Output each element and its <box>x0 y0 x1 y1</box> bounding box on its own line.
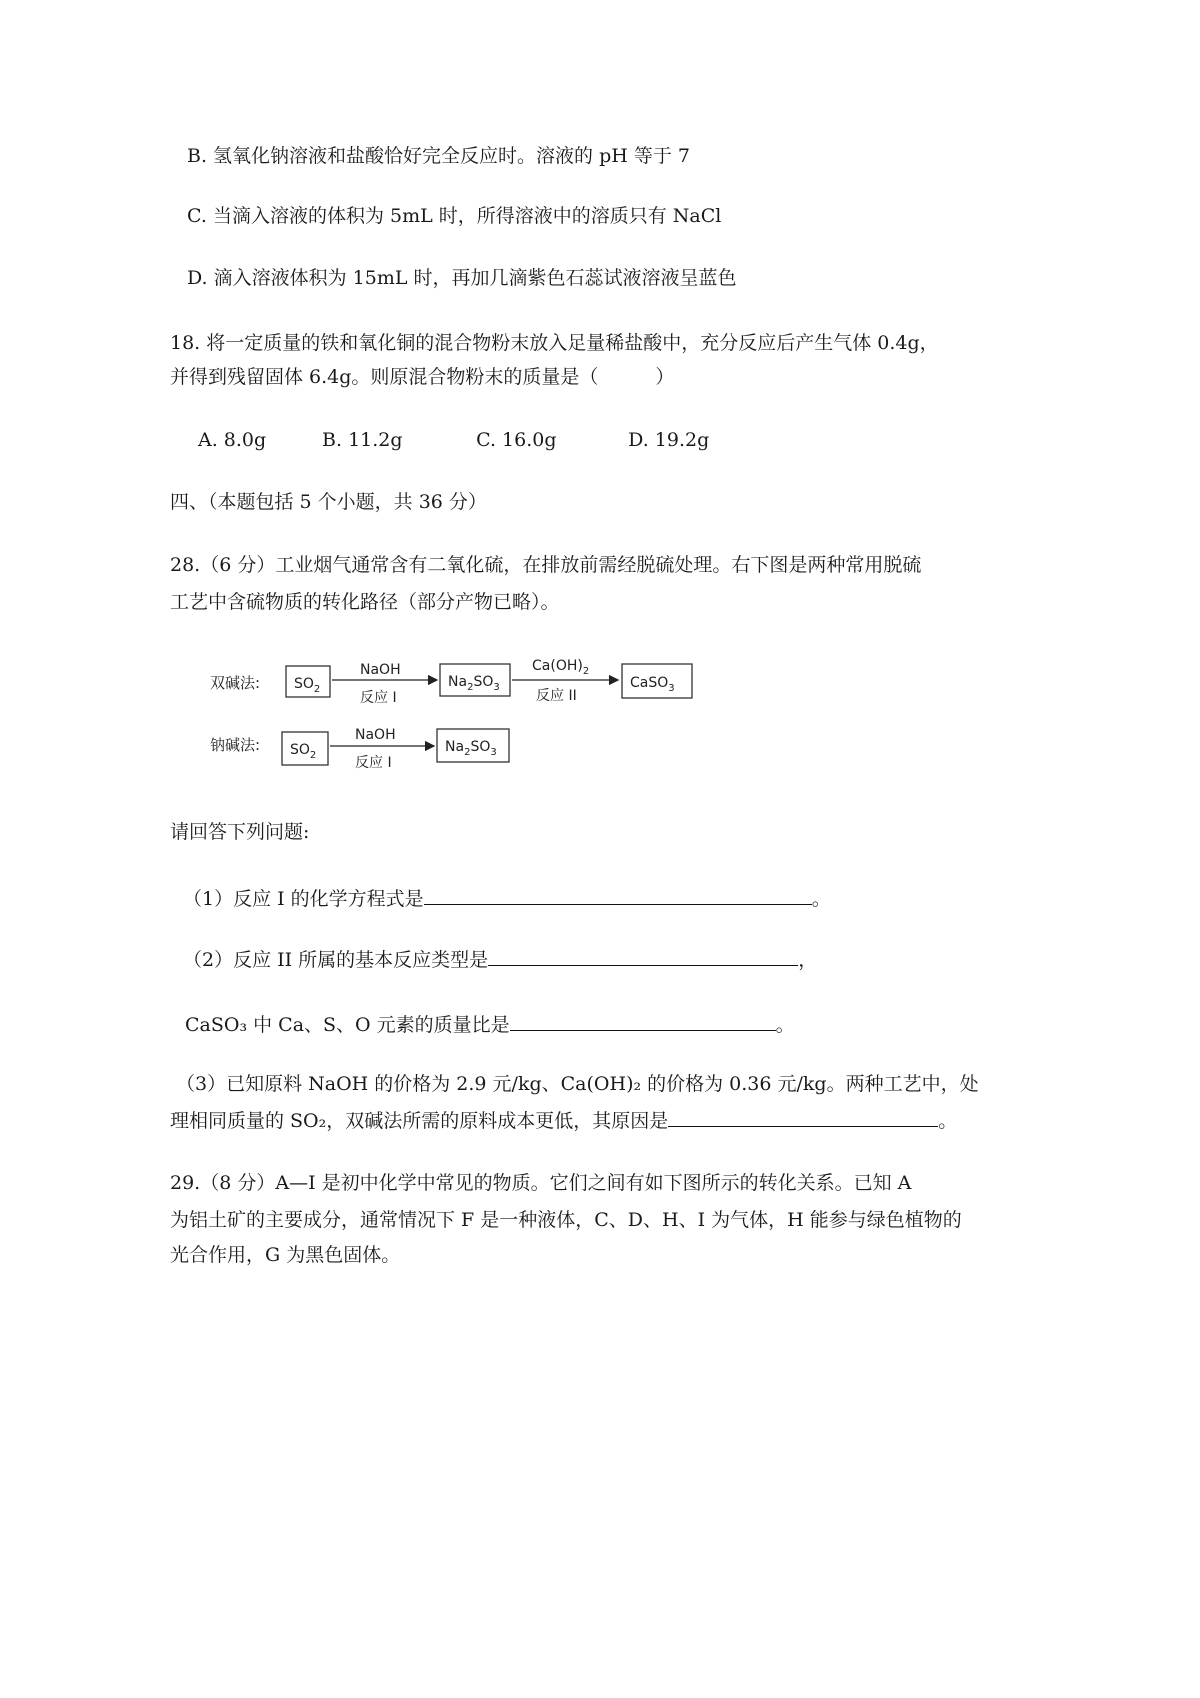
naoh-label-row1: NaOH <box>360 662 401 678</box>
q18-option-c: C. 16.0g <box>476 429 557 451</box>
sub1-text: （1）反应 I 的化学方程式是 <box>183 888 424 910</box>
q28-line1: 28.（6 分）工业烟气通常含有二氧化硫，在排放前需经脱硫处理。右下图是两种常用脱硫 <box>170 554 922 576</box>
q18-option-b: B. 11.2g <box>322 429 403 451</box>
sub2b-answer-blank[interactable] <box>510 1010 776 1031</box>
section-heading: 四、（本题包括 5 个小题，共 36 分） <box>170 491 487 513</box>
sub3-answer-blank[interactable] <box>668 1106 938 1127</box>
caso3-label: CaSO$_3$ <box>630 675 675 694</box>
sub1-end: 。 <box>811 888 831 910</box>
q29-line1: 29.（8 分）A—I 是初中化学中常见的物质。它们之间有如下图所示的转化关系。已知 A <box>170 1172 912 1194</box>
reaction1-label-row2: 反应 I <box>355 755 392 771</box>
sub2b-end: 。 <box>775 1014 795 1036</box>
q18-option-d: D. 19.2g <box>628 429 710 451</box>
reaction2-label: 反应 II <box>536 688 577 704</box>
double-alkali-label: 双碱法: <box>210 674 261 692</box>
sub3-end: 。 <box>938 1110 958 1132</box>
option-b: B. 氢氧化钠溶液和盐酸恰好完全反应时。溶液的 pH 等于 7 <box>187 145 690 167</box>
q18-option-a: A. 8.0g <box>198 429 267 451</box>
q18-line2: 并得到残留固体 6.4g。则原混合物粉末的质量是（ ） <box>170 366 675 388</box>
sub2b-text: CaSO₃ 中 Ca、S、O 元素的质量比是 <box>185 1014 510 1036</box>
sub1-answer-blank[interactable] <box>424 884 812 905</box>
reaction1-label-row1: 反应 I <box>360 690 397 706</box>
q28-sub1 <box>183 884 831 912</box>
sub2-answer-blank[interactable] <box>488 945 798 966</box>
q29-line2: 为铝土矿的主要成分，通常情况下 F 是一种液体，C、D、H、I 为气体，H 能参与绿色植物的 <box>170 1209 962 1231</box>
desulfurization-diagram <box>200 650 590 775</box>
so2-label-row2: $SO_2$ <box>290 742 317 761</box>
q28-sub2b <box>185 1010 795 1038</box>
sodium-alkali-label: 钠碱法: <box>210 736 261 754</box>
q28-sub3-line1: （3）已知原料 NaOH 的价格为 2.9 元/kg、Ca(OH)₂ 的价格为 0.36 元/kg。两种工艺中，处 <box>176 1073 979 1095</box>
q29-line3: 光合作用，G 为黑色固体。 <box>170 1244 401 1266</box>
option-d: D. 滴入溶液体积为 15mL 时，再加几滴紫色石蕊试液溶液呈蓝色 <box>187 267 737 289</box>
option-c: C. 当滴入溶液的体积为 5mL 时，所得溶液中的溶质只有 NaCl <box>187 205 722 227</box>
so2-label-row1: $SO_2$ <box>294 676 321 695</box>
sub3-text: 理相同质量的 SO₂，双碱法所需的原料成本更低，其原因是 <box>170 1110 669 1132</box>
caso3-node <box>618 658 698 708</box>
q28-line2: 工艺中含硫物质的转化路径（部分产物已略）。 <box>170 591 560 613</box>
q18-line1: 18. 将一定质量的铁和氧化铜的混合物粉末放入足量稀盐酸中，充分反应后产生气体 0.4g， <box>170 332 939 354</box>
q28-sub2 <box>183 945 817 973</box>
q28-sub3-line2 <box>170 1106 957 1134</box>
na2so3-label-row2: $Na_2SO_3$ <box>445 739 497 758</box>
sub2-text: （2）反应 II 所属的基本反应类型是 <box>183 949 489 971</box>
q18-options <box>198 427 709 453</box>
caoh2-label: $Ca(OH)_2$ <box>532 658 590 677</box>
naoh-label-row2: NaOH <box>355 727 396 743</box>
na2so3-label-row1: $Na_2SO_3$ <box>448 674 500 693</box>
q28-prompt: 请回答下列问题: <box>170 821 310 843</box>
sub2-end: ， <box>798 949 818 971</box>
